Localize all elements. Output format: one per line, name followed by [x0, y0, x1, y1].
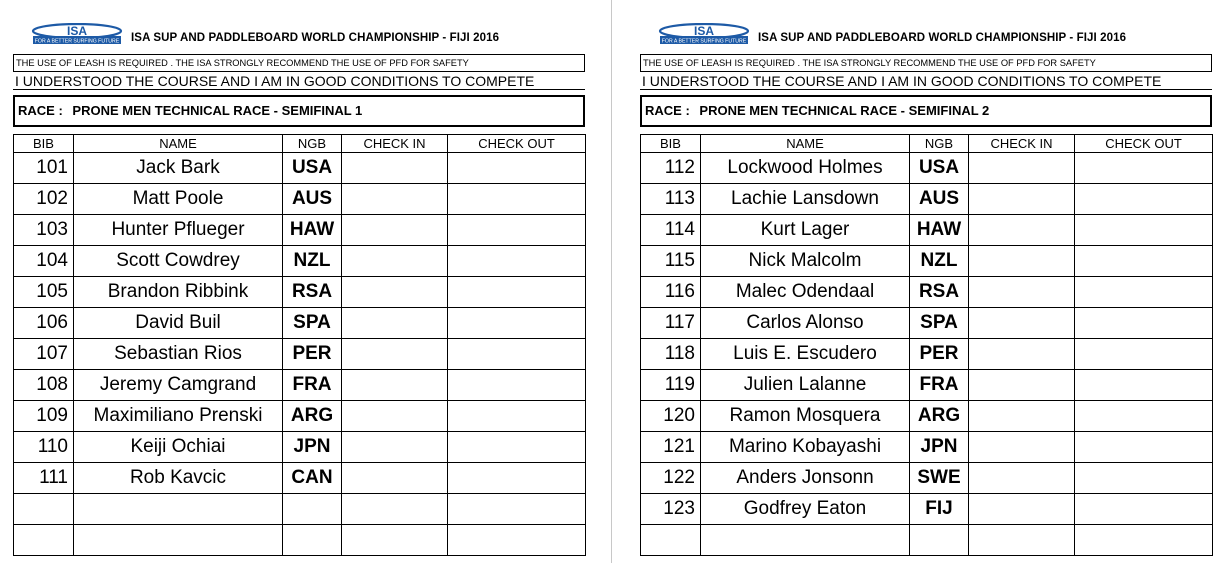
- athlete-name-cell: Malec Odendaal: [701, 277, 910, 308]
- check-in-cell: [342, 277, 448, 308]
- check-out-cell: [1075, 339, 1213, 370]
- check-in-cell: [969, 184, 1075, 215]
- check-out-cell: [1075, 432, 1213, 463]
- bib-cell: 109: [14, 401, 74, 432]
- athlete-name-cell: Carlos Alonso: [701, 308, 910, 339]
- check-in-cell: [969, 277, 1075, 308]
- svg-text:FOR A BETTER SURFING FUTURE: FOR A BETTER SURFING FUTURE: [34, 38, 120, 45]
- check-in-cell: [969, 339, 1075, 370]
- check-out-cell: [1075, 184, 1213, 215]
- check-out-cell: [448, 401, 586, 432]
- table-row: [641, 246, 1213, 277]
- athlete-name-cell: Jack Bark: [74, 153, 283, 184]
- page-divider: [611, 0, 612, 563]
- check-out-cell: [1075, 277, 1213, 308]
- race-heading: [640, 95, 1212, 127]
- ngb-cell: SPA: [283, 308, 342, 339]
- ngb-cell: FIJ: [910, 494, 969, 525]
- ngb-cell: RSA: [910, 277, 969, 308]
- check-in-cell: [969, 370, 1075, 401]
- check-in-cell: [969, 463, 1075, 494]
- check-in-cell: [342, 432, 448, 463]
- start-list-table: [640, 134, 1213, 556]
- athlete-name-cell: Maximiliano Prenski: [74, 401, 283, 432]
- table-row: [641, 215, 1213, 246]
- check-out-cell: [448, 463, 586, 494]
- check-in-cell: [342, 370, 448, 401]
- ngb-cell: JPN: [283, 432, 342, 463]
- table-row: [641, 432, 1213, 463]
- athlete-name-cell: Jeremy Camgrand: [74, 370, 283, 401]
- table-row: [641, 494, 1213, 525]
- table-row: [14, 184, 586, 215]
- race-heading: [13, 95, 585, 127]
- check-out-cell: [1075, 153, 1213, 184]
- ngb-cell: JPN: [910, 432, 969, 463]
- conditions-notice: I UNDERSTOOD THE COURSE AND I AM IN GOOD CONDITIONS TO COMPETE: [13, 72, 585, 90]
- check-out-cell: [1075, 463, 1213, 494]
- athlete-name-cell: [74, 494, 283, 525]
- ngb-cell: [283, 525, 342, 556]
- isa-logo: [658, 23, 750, 50]
- athlete-name-cell: Hunter Pflueger: [74, 215, 283, 246]
- ngb-cell: SPA: [910, 308, 969, 339]
- bib-cell: 104: [14, 246, 74, 277]
- column-header-check-out: CHECK OUT: [448, 135, 586, 153]
- ngb-cell: AUS: [910, 184, 969, 215]
- race-label: RACE :: [645, 103, 690, 118]
- check-out-cell: [448, 308, 586, 339]
- ngb-cell: RSA: [283, 277, 342, 308]
- column-header-bib: BIB: [14, 135, 74, 153]
- bib-cell: 123: [641, 494, 701, 525]
- leash-notice: THE USE OF LEASH IS REQUIRED . THE ISA STRONGLY RECOMMEND THE USE OF PFD FOR SAFETY: [640, 54, 1212, 72]
- bib-cell: 106: [14, 308, 74, 339]
- leash-notice: THE USE OF LEASH IS REQUIRED . THE ISA STRONGLY RECOMMEND THE USE OF PFD FOR SAFETY: [13, 54, 585, 72]
- athlete-name-cell: Godfrey Eaton: [701, 494, 910, 525]
- athlete-name-cell: Nick Malcolm: [701, 246, 910, 277]
- bib-cell: 113: [641, 184, 701, 215]
- bib-cell: 108: [14, 370, 74, 401]
- athlete-name-cell: [701, 525, 910, 556]
- race-name: PRONE MEN TECHNICAL RACE - SEMIFINAL 1: [72, 103, 363, 118]
- column-header-name: NAME: [701, 135, 910, 153]
- bib-cell: [14, 494, 74, 525]
- ngb-cell: ARG: [910, 401, 969, 432]
- ngb-cell: USA: [283, 153, 342, 184]
- table-row: [641, 308, 1213, 339]
- check-out-cell: [448, 525, 586, 556]
- isa-logo: [31, 23, 123, 50]
- athlete-name-cell: Julien Lalanne: [701, 370, 910, 401]
- table-row: [14, 525, 586, 556]
- bib-cell: [14, 525, 74, 556]
- ngb-cell: USA: [910, 153, 969, 184]
- athlete-name-cell: Luis E. Escudero: [701, 339, 910, 370]
- check-out-cell: [448, 184, 586, 215]
- championship-title: ISA SUP AND PADDLEBOARD WORLD CHAMPIONSHIP - FIJI 2016: [758, 32, 1127, 44]
- check-in-cell: [342, 494, 448, 525]
- check-in-cell: [342, 215, 448, 246]
- ngb-cell: NZL: [910, 246, 969, 277]
- bib-cell: 120: [641, 401, 701, 432]
- ngb-cell: PER: [283, 339, 342, 370]
- column-header-bib: BIB: [641, 135, 701, 153]
- bib-cell: 105: [14, 277, 74, 308]
- athlete-name-cell: Kurt Lager: [701, 215, 910, 246]
- athlete-name-cell: Keiji Ochiai: [74, 432, 283, 463]
- championship-title: ISA SUP AND PADDLEBOARD WORLD CHAMPIONSHIP - FIJI 2016: [131, 32, 500, 44]
- check-out-cell: [448, 153, 586, 184]
- athlete-name-cell: Lachie Lansdown: [701, 184, 910, 215]
- check-in-cell: [969, 401, 1075, 432]
- athlete-name-cell: [74, 525, 283, 556]
- table-row: [641, 525, 1213, 556]
- check-out-cell: [448, 339, 586, 370]
- table-row: [14, 215, 586, 246]
- check-out-cell: [448, 494, 586, 525]
- check-in-cell: [969, 246, 1075, 277]
- ngb-cell: HAW: [283, 215, 342, 246]
- bib-cell: 103: [14, 215, 74, 246]
- athlete-name-cell: Ramon Mosquera: [701, 401, 910, 432]
- check-in-cell: [342, 339, 448, 370]
- check-in-cell: [342, 463, 448, 494]
- bib-cell: 116: [641, 277, 701, 308]
- start-list-table: [13, 134, 586, 556]
- check-in-cell: [342, 246, 448, 277]
- check-in-cell: [969, 525, 1075, 556]
- check-out-cell: [1075, 246, 1213, 277]
- check-out-cell: [448, 370, 586, 401]
- table-row: [641, 370, 1213, 401]
- table-row: [14, 370, 586, 401]
- table-row: [641, 184, 1213, 215]
- conditions-notice: I UNDERSTOOD THE COURSE AND I AM IN GOOD CONDITIONS TO COMPETE: [640, 72, 1212, 90]
- ngb-cell: AUS: [283, 184, 342, 215]
- table-row: [14, 463, 586, 494]
- athlete-name-cell: Lockwood Holmes: [701, 153, 910, 184]
- check-out-cell: [448, 432, 586, 463]
- bib-cell: 112: [641, 153, 701, 184]
- check-out-cell: [1075, 215, 1213, 246]
- bib-cell: 122: [641, 463, 701, 494]
- table-row: [641, 339, 1213, 370]
- table-header-row: [641, 135, 1213, 153]
- table-row: [641, 401, 1213, 432]
- bib-cell: 115: [641, 246, 701, 277]
- ngb-cell: CAN: [283, 463, 342, 494]
- check-out-cell: [1075, 370, 1213, 401]
- bib-cell: [641, 525, 701, 556]
- check-out-cell: [1075, 401, 1213, 432]
- column-header-check-out: CHECK OUT: [1075, 135, 1213, 153]
- check-in-cell: [969, 494, 1075, 525]
- check-out-cell: [1075, 308, 1213, 339]
- athlete-name-cell: David Buil: [74, 308, 283, 339]
- athlete-name-cell: Sebastian Rios: [74, 339, 283, 370]
- check-in-cell: [342, 308, 448, 339]
- athlete-name-cell: Scott Cowdrey: [74, 246, 283, 277]
- ngb-cell: [283, 494, 342, 525]
- athlete-name-cell: Brandon Ribbink: [74, 277, 283, 308]
- bib-cell: 101: [14, 153, 74, 184]
- bib-cell: 118: [641, 339, 701, 370]
- check-out-cell: [1075, 494, 1213, 525]
- ngb-cell: FRA: [910, 370, 969, 401]
- ngb-cell: ARG: [283, 401, 342, 432]
- bib-cell: 117: [641, 308, 701, 339]
- check-out-cell: [1075, 525, 1213, 556]
- ngb-cell: NZL: [283, 246, 342, 277]
- bib-cell: 110: [14, 432, 74, 463]
- column-header-name: NAME: [74, 135, 283, 153]
- bib-cell: 114: [641, 215, 701, 246]
- ngb-cell: PER: [910, 339, 969, 370]
- check-out-cell: [448, 277, 586, 308]
- athlete-name-cell: Marino Kobayashi: [701, 432, 910, 463]
- column-header-check-in: CHECK IN: [969, 135, 1075, 153]
- column-header-ngb: NGB: [283, 135, 342, 153]
- ngb-cell: [910, 525, 969, 556]
- table-row: [14, 401, 586, 432]
- check-in-cell: [342, 525, 448, 556]
- table-header-row: [14, 135, 586, 153]
- check-in-cell: [342, 184, 448, 215]
- check-in-cell: [969, 215, 1075, 246]
- athlete-name-cell: Matt Poole: [74, 184, 283, 215]
- athlete-name-cell: Rob Kavcic: [74, 463, 283, 494]
- table-row: [14, 277, 586, 308]
- table-row: [641, 463, 1213, 494]
- check-in-cell: [969, 308, 1075, 339]
- column-header-ngb: NGB: [910, 135, 969, 153]
- table-row: [14, 308, 586, 339]
- table-row: [14, 494, 586, 525]
- table-row: [14, 153, 586, 184]
- ngb-cell: FRA: [283, 370, 342, 401]
- bib-cell: 107: [14, 339, 74, 370]
- svg-text:ISA: ISA: [66, 24, 88, 38]
- svg-text:FOR A BETTER SURFING FUTURE: FOR A BETTER SURFING FUTURE: [661, 38, 747, 45]
- ngb-cell: SWE: [910, 463, 969, 494]
- table-row: [14, 339, 586, 370]
- athlete-name-cell: Anders Jonsonn: [701, 463, 910, 494]
- bib-cell: 119: [641, 370, 701, 401]
- bib-cell: 102: [14, 184, 74, 215]
- race-label: RACE :: [18, 103, 63, 118]
- table-row: [641, 277, 1213, 308]
- table-row: [14, 432, 586, 463]
- race-name: PRONE MEN TECHNICAL RACE - SEMIFINAL 2: [699, 103, 990, 118]
- check-in-cell: [969, 432, 1075, 463]
- ngb-cell: HAW: [910, 215, 969, 246]
- table-row: [14, 246, 586, 277]
- check-in-cell: [969, 153, 1075, 184]
- svg-text:ISA: ISA: [693, 24, 715, 38]
- check-in-cell: [342, 401, 448, 432]
- check-out-cell: [448, 215, 586, 246]
- bib-cell: 121: [641, 432, 701, 463]
- column-header-check-in: CHECK IN: [342, 135, 448, 153]
- check-in-cell: [342, 153, 448, 184]
- bib-cell: 111: [14, 463, 74, 494]
- check-out-cell: [448, 246, 586, 277]
- table-row: [641, 153, 1213, 184]
